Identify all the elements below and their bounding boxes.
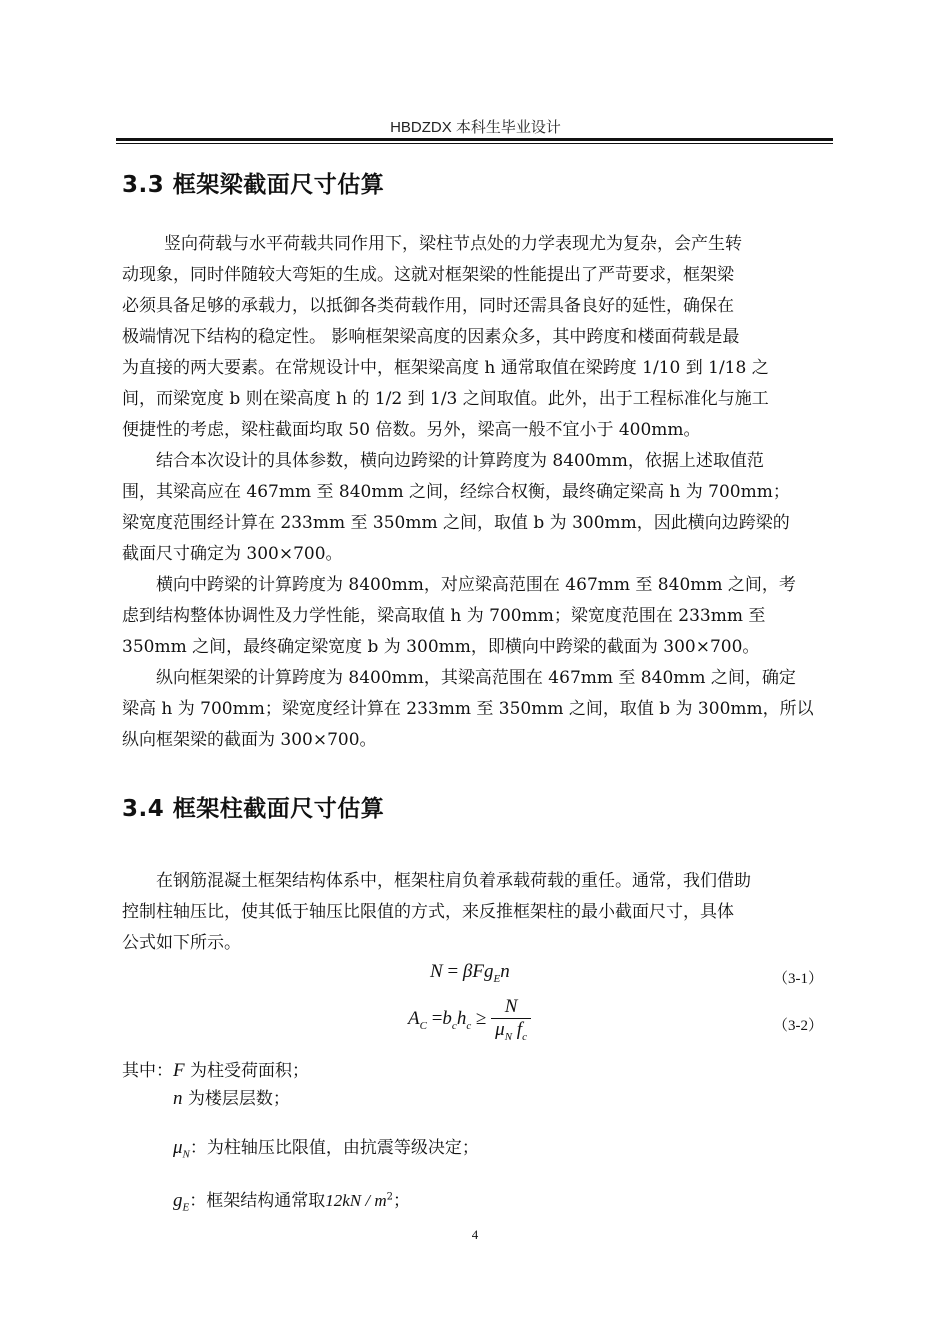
paragraph-3-3-3	[122, 570, 828, 663]
eq-operator: =	[442, 961, 459, 982]
text-line: 截面尺寸确定为 300×700。	[122, 544, 343, 564]
eq-subscript: N	[182, 1148, 190, 1161]
text-line: 便捷性的考虑，梁柱截面均取 50 倍数。另外，梁高一般不宜小于 400mm。	[122, 420, 701, 440]
text-line: 极端情况下结构的稳定性。 影响框架梁高度的因素众多，其中跨度和楼面荷载是最	[122, 327, 740, 347]
eq-symbol: h	[456, 1007, 467, 1029]
symbol-g: g	[173, 1190, 183, 1211]
where-label: 其中：	[122, 1061, 173, 1081]
eq-symbol: N	[430, 961, 443, 982]
eq-subscript: E	[182, 1201, 190, 1214]
symbol-description: ：为柱轴压比限值，由抗震等级决定；	[189, 1138, 479, 1158]
eq-symbol: βFg	[462, 961, 494, 982]
paragraph-3-4-1	[122, 866, 828, 959]
symbol-description: ：框架结构通常取	[189, 1191, 326, 1211]
symbol-f: F	[173, 1060, 185, 1081]
where-line-f	[122, 1056, 309, 1082]
eq-symbol: A	[408, 1007, 420, 1029]
paragraph-3-3-4	[122, 663, 828, 756]
text-line: 竖向荷载与水平荷载共同作用下，梁柱节点处的力学表现尤为复杂，会产生转	[164, 234, 742, 254]
eq-denominator	[491, 1019, 531, 1043]
text-line: 结合本次设计的具体参数，横向边跨梁的计算跨度为 8400mm，依据上述取值范	[156, 451, 764, 471]
paragraph-3-3-1	[122, 229, 828, 446]
text-line: 控制柱轴压比，使其低于轴压比限值的方式，来反推框架柱的最小截面尺寸，具体	[122, 902, 734, 922]
eq-subscript: C	[419, 1019, 427, 1032]
symbol-mu: μ	[173, 1137, 183, 1158]
equation-number-3-2: （3-2）	[773, 1018, 823, 1034]
where-line-n	[173, 1084, 290, 1110]
section-heading-3-3: 3.3 框架梁截面尺寸估算	[122, 172, 385, 198]
text-line: 公式如下所示。	[122, 933, 241, 953]
text-line: 横向中跨梁的计算跨度为 8400mm，对应梁高范围在 467mm 至 840mm 之间，考	[156, 575, 796, 595]
text-line: 在钢筋混凝土框架结构体系中，框架柱肩负着承载荷载的重任。通常，我们借助	[156, 871, 751, 891]
text-line: 350mm 之间，最终确定梁宽度 b 为 300mm，即横向中跨梁的截面为 300×700。	[122, 637, 760, 657]
text-line: 纵向框架梁的计算跨度为 8400mm，其梁高范围在 467mm 至 840mm 之间，确定	[156, 668, 796, 688]
text-line: 梁高 h 为 700mm；梁宽度经计算在 233mm 至 350mm 之间，取值 b 为 300mm，所以	[122, 699, 814, 719]
eq-operator: ≥	[471, 1007, 487, 1029]
text-line: 围，其梁高应在 467mm 至 840mm 之间，经综合权衡，最终确定梁高 h 为 700mm；	[122, 482, 790, 502]
eq-subscript: E	[493, 972, 501, 985]
eq-subscript: N	[504, 1030, 513, 1043]
eq-symbol: f	[512, 1019, 523, 1040]
page-header: HBDZDX 本科生毕业设计	[390, 119, 561, 136]
text-line: 必须具备足够的承载力，以抵御各类荷载作用，同时还需具备良好的延性，确保在	[122, 296, 734, 316]
value-unit: 12kN / m	[325, 1191, 387, 1210]
paragraph-3-3-2	[122, 446, 828, 570]
text-line: 梁宽度范围经计算在 233mm 至 350mm 之间，取值 b 为 300mm，因此横向边跨梁的	[122, 513, 790, 533]
equation-3-1	[430, 961, 510, 985]
text-line: 间，而梁宽度 b 则在梁高度 h 的 1/2 到 1/3 之间取值。此外，出于工程标准化与施工	[122, 389, 769, 409]
eq-symbol: b	[442, 1007, 452, 1029]
where-line-g	[173, 1186, 410, 1213]
superscript: 2	[386, 1191, 393, 1203]
equation-3-2	[408, 996, 531, 1043]
punctuation: ；	[393, 1191, 410, 1211]
header-rule-thin	[116, 143, 833, 144]
eq-operator: =	[426, 1007, 443, 1029]
equation-number-3-1: （3-1）	[773, 971, 823, 987]
text-line: 虑到结构整体协调性及力学性能，梁高取值 h 为 700mm；梁宽度范围在 233mm 至	[122, 606, 766, 626]
symbol-n: n	[173, 1088, 183, 1109]
eq-symbol: μ	[495, 1019, 505, 1040]
text-line: 纵向框架梁的截面为 300×700。	[122, 730, 377, 750]
eq-subscript: c	[451, 1019, 457, 1032]
section-heading-3-4: 3.4 框架柱截面尺寸估算	[122, 796, 385, 822]
eq-fraction	[491, 996, 531, 1043]
page-number: 4	[471, 1227, 479, 1242]
text-line: 动现象，同时伴随较大弯矩的生成。这就对框架梁的性能提出了严苛要求，框架梁	[122, 265, 734, 285]
eq-subscript: c	[522, 1030, 527, 1043]
header-rule-thick	[116, 138, 833, 141]
symbol-description: 为楼层层数；	[182, 1089, 290, 1109]
eq-symbol: n	[500, 961, 510, 982]
eq-subscript: c	[466, 1019, 472, 1032]
eq-numerator: N	[491, 996, 531, 1019]
symbol-description: 为柱受荷面积；	[184, 1061, 310, 1081]
text-line: 为直接的两大要素。在常规设计中，框架梁高度 h 通常取值在梁跨度 1/10 到 1/18 之	[122, 358, 769, 378]
where-line-mu	[173, 1133, 479, 1160]
